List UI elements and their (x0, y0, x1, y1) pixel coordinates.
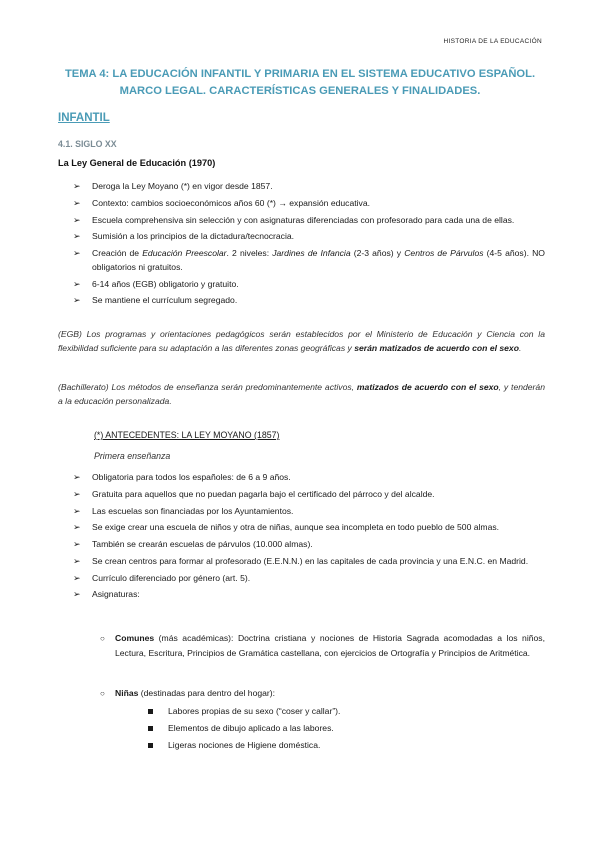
primera-ensenanza-heading: Primera enseñanza (94, 451, 171, 461)
circle-bullet-icon: ○ (100, 689, 105, 698)
sub-item-comunes: ○ Comunes (más académicas): Doctrina cristiana y nociones de Historia Sagrada acomodadas a los niños, Lectura, Escritura, Principios de Gramática castellana, con ejercicios de Ortografía y Principios de Aritmética. (100, 633, 545, 658)
list-item: Labores propias de su sexo (“coser y callar”). (148, 705, 528, 719)
law-features-list (70, 180, 545, 311)
title-line-1: TEMA 4: LA EDUCACIÓN INFANTIL Y PRIMARIA EN EL SISTEMA EDUCATIVO ESPAÑOL. (64, 68, 536, 80)
list-item: ➢ Asignaturas: (70, 588, 545, 602)
arrow-bullet-icon: ➢ (73, 572, 81, 583)
antecedentes-heading: (*) ANTECEDENTES: LA LEY MOYANO (1857) (94, 430, 280, 440)
square-bullet-icon (148, 709, 153, 714)
arrow-bullet-icon: ➢ (73, 295, 81, 306)
arrow-bullet-icon: ➢ (73, 278, 81, 289)
list-item: ➢ Se crean centros para formar al profesorado (E.E.N.N.) en las capitales de cada provincia y una E.N.C. en Madrid. (70, 555, 545, 569)
paragraph-egb: (EGB) Los programas y orientaciones pedagógicos serán establecidos por el Ministerio de Educación y Ciencia con la flexibilidad suficiente para su adaptación a las diferentes zonas geográficas y serán matizados de acuerdo con el sexo. (58, 329, 545, 353)
arrow-bullet-icon: ➢ (73, 472, 81, 482)
subsection-heading: 4.1. SIGLO XX (58, 139, 117, 149)
list-item: Elementos de dibujo aplicado a las labores. (148, 722, 528, 736)
arrow-bullet-icon: ➢ (73, 505, 81, 516)
arrow-bullet-icon: ➢ (73, 231, 81, 242)
list-item: ➢ Se exige crear una escuela de niños y otra de niñas, aunque sea incompleta en todo pueblo de 500 almas. (70, 521, 545, 535)
document-title (60, 66, 540, 100)
list-item: ➢ Escuela comprehensiva sin selección y con asignaturas diferenciadas con profesorado para cada una de ellas. (70, 214, 545, 228)
list-item: ➢ Creación de Educación Preescolar. 2 niveles: Jardines de Infancia (2-3 años) y Centros de Párvulos (4-5 años). NO obligatorios ni gratuitos. (73, 248, 545, 272)
ley-moyano-list (70, 471, 545, 605)
arrow-bullet-icon: ➢ (73, 589, 81, 600)
arrow-bullet-icon: ➢ (73, 248, 81, 259)
circle-bullet-icon: ○ (100, 634, 105, 643)
square-bullet-icon (148, 743, 153, 748)
list-item: ➢ Las escuelas son financiadas por los Ayuntamientos. (70, 505, 545, 519)
square-bullet-icon (148, 726, 153, 731)
list-item: ➢ Sumisión a los principios de la dictadura/tecnocracia. (70, 230, 545, 244)
title-line-2: MARCO LEGAL. CARACTERÍSTICAS GENERALES Y FINALIDADES. (119, 85, 481, 97)
list-item: ➢ También se crearán escuelas de párvulos (10.000 almas). (70, 538, 545, 552)
law-title: La Ley General de Educación (1970) (58, 158, 216, 168)
arrow-bullet-icon: ➢ (73, 522, 81, 533)
paragraph-bachillerato: (Bachillerato) Los métodos de enseñanza serán predominantemente activos, matizados de acuerdo con el sexo, y tenderán a la educación personalizada. (58, 382, 545, 406)
sub-item-ninas: ○ Niñas (destinadas para dentro del hogar): (115, 686, 545, 701)
list-item: ➢ Gratuita para aquellos que no puedan pagarla bajo el certificado del párroco y del alcalde. (70, 488, 545, 502)
list-item: ➢ 6-14 años (EGB) obligatorio y gratuito. (70, 278, 545, 292)
list-item: ➢ Currículo diferenciado por género (art. 5). (70, 572, 545, 586)
section-heading-infantil: INFANTIL (58, 112, 110, 124)
arrow-bullet-icon: ➢ (73, 197, 81, 208)
arrow-bullet-icon: ➢ (73, 539, 81, 550)
list-item: ➢ Contexto: cambios socioeconómicos años 60 (*) → expansión educativa. (70, 197, 545, 211)
list-item: Ligeras nociones de Higiene doméstica. (148, 739, 528, 753)
arrow-bullet-icon: ➢ (73, 214, 81, 225)
arrow-bullet-icon: ➢ (73, 181, 81, 191)
list-item: ➢ Obligatoria para todos los españoles: de 6 a 9 años. (70, 471, 545, 485)
list-item: ➢ Se mantiene el currículum segregado. (70, 294, 545, 308)
page-header: HISTORIA DE LA EDUCACIÓN (443, 38, 542, 45)
arrow-bullet-icon: ➢ (73, 488, 81, 499)
ninas-subjects-list (148, 705, 528, 756)
list-item: ➢ Deroga la Ley Moyano (*) en vigor desde 1857. (70, 180, 545, 194)
arrow-bullet-icon: ➢ (73, 555, 81, 566)
